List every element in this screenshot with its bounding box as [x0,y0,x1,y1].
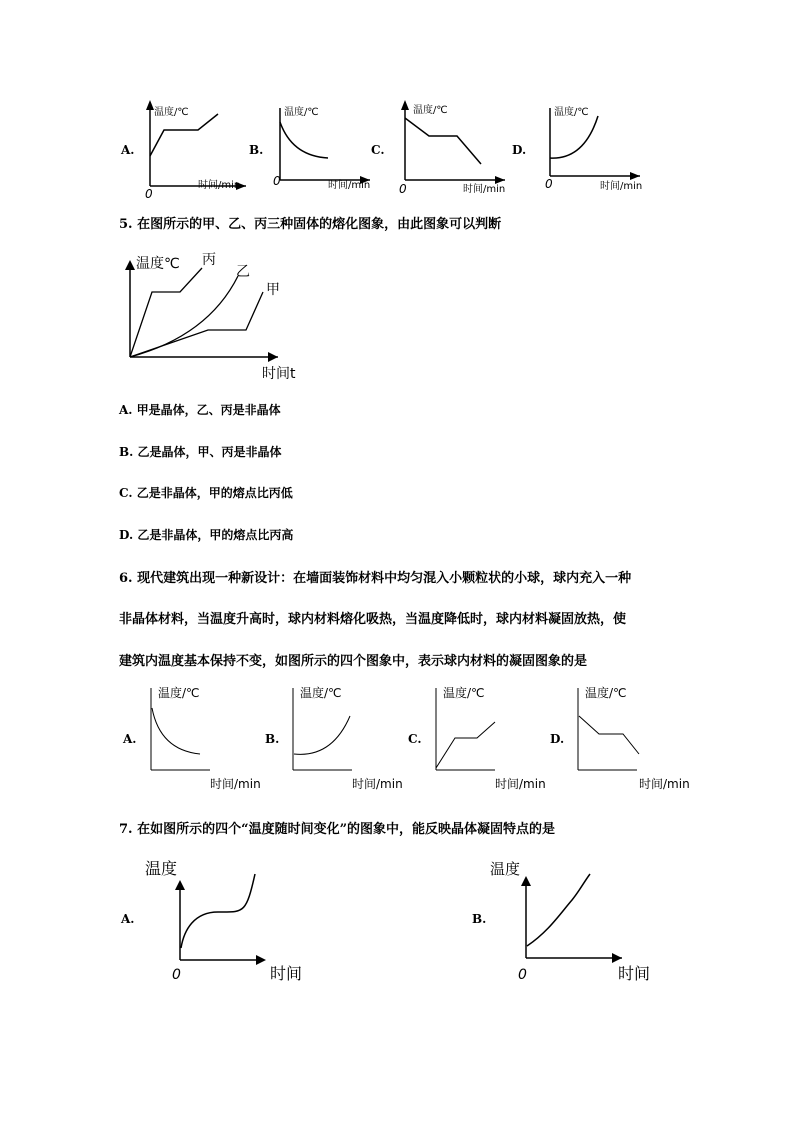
q6-b-ylabel: 温度/℃ [300,686,342,700]
q7-b-origin: 0 [518,967,527,983]
top-option-d-letter: D. [512,143,527,157]
q5-option-c: C. 乙是非晶体，甲的熔点比丙低 [119,486,293,500]
q6-graph-d [567,684,697,794]
q6-d-xlabel: 时间/min [639,777,690,791]
q5-label-jia: 甲 [266,282,280,298]
top-graph-d [540,98,650,198]
q5-label-bing: 丙 [202,252,216,268]
q5-series-jia [130,292,263,357]
top-a-ylabel: 温度/℃ [154,107,189,118]
q6-graph-b [282,684,412,794]
q7-option-b-letter: B. [472,912,487,926]
q6-a-xlabel: 时间/min [210,777,261,791]
top-b-ylabel: 温度/℃ [284,107,319,118]
top-option-a-letter: A. [121,143,135,157]
q6-option-d-letter: D. [550,732,565,746]
top-c-ylabel: 温度/℃ [413,105,448,116]
q6-stem-line-1: 6. 现代建筑出现一种新设计：在墙面装饰材料中均匀混入小颗粒状的小球，球内充入一种 [119,571,632,586]
q7-a-ylabel: 温度 [145,859,178,878]
q7-option-a-letter: A. [121,912,135,926]
q6-stem-line-2: 非晶体材料，当温度升高时，球内材料熔化吸热，当温度降低时，球内材料凝固放热，使 [119,612,627,627]
q5-option-a: A. 甲是晶体，乙、丙是非晶体 [119,403,281,417]
top-d-ylabel: 温度/℃ [554,107,589,118]
q6-option-c-letter: C. [408,732,422,746]
q7-b-ylabel: 温度 [490,860,521,878]
q5-ylabel: 温度℃ [136,256,180,272]
q7-graph-b [488,852,658,987]
q7-a-origin: 0 [172,967,181,983]
q6-graph-a [140,684,270,794]
top-option-c-letter: C. [371,143,385,157]
q5-option-d: D. 乙是非晶体，甲的熔点比丙高 [119,528,294,542]
top-option-b-letter: B. [249,143,264,157]
top-d-origin: 0 [545,177,553,191]
q5-option-b: B. 乙是晶体，甲、丙是非晶体 [119,445,282,459]
top-c-xlabel: 时间/min [463,184,506,195]
q5-stem: 5. 在图所示的甲、乙、丙三种固体的熔化图象，由此图象可以判断 [119,217,502,232]
q6-a-ylabel: 温度/℃ [158,686,200,700]
top-graph-c [395,98,515,198]
top-graph-b [270,98,380,198]
q6-stem-line-3: 建筑内温度基本保持不变，如图所示的四个图象中，表示球内材料的凝固图象的是 [119,654,588,669]
q6-d-ylabel: 温度/℃ [585,686,627,700]
q6-c-xlabel: 时间/min [495,777,546,791]
top-a-xlabel: 时间/min [198,180,241,191]
q6-b-xlabel: 时间/min [352,777,403,791]
q6-c-ylabel: 温度/℃ [443,686,485,700]
q7-a-xlabel: 时间 [270,964,303,983]
top-a-origin: 0 [145,187,153,198]
q5-xlabel: 时间t [262,366,296,381]
top-c-origin: 0 [399,182,407,196]
top-b-xlabel: 时间/min [328,180,371,191]
q7-stem: 7. 在如图所示的四个“温度随时间变化”的图象中，能反映晶体凝固特点的是 [119,822,556,837]
top-d-xlabel: 时间/min [600,181,643,192]
q7-graph-a [140,852,320,987]
q5-graph [118,246,318,381]
q6-option-b-letter: B. [265,732,280,746]
q5-label-yi: 乙 [236,264,250,280]
top-graph-a [140,98,250,198]
q6-option-a-letter: A. [123,732,137,746]
q6-graph-c [425,684,555,794]
q7-b-xlabel: 时间 [618,964,651,983]
top-b-origin: 0 [273,174,281,188]
